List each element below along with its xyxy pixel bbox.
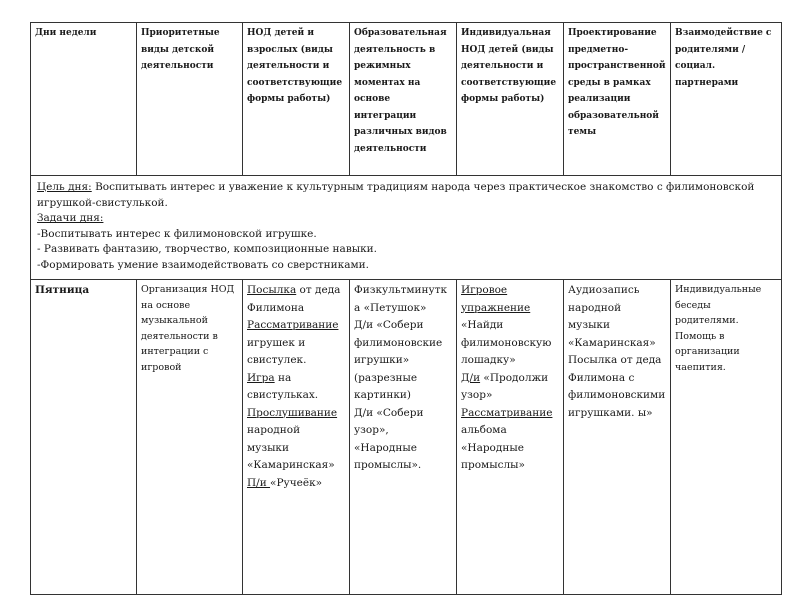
individual-activity-label: Рассматривание — [461, 406, 553, 419]
task-item: - Развивать фантазию, творчество, композиционные навыки. — [37, 243, 377, 255]
individual-activity-label: Игровое упражнение — [461, 284, 531, 314]
nod-activity-label: Игра — [247, 371, 275, 384]
task-item: -Воспитывать интерес к филимоновской игрушке. — [37, 227, 317, 240]
goal-text: Воспитывать интерес и уважение к культурным традициям народа через практическое знакомство с филимоновской игрушкой-свистулькой. — [37, 181, 755, 209]
individual-activity-text: «Продолжи узор» — [461, 371, 549, 401]
header-regime: Образовательная деятельность в режимных моментах на основе интеграции различных видов деятельности — [350, 23, 457, 176]
individual-cell — [457, 280, 564, 595]
nod-activity-text: на свистульках. — [247, 371, 319, 401]
nod-activity-label: П/и — [247, 476, 271, 489]
nod-activity-text: народной музыки «Камаринская» — [247, 424, 335, 471]
parents-cell: Индивидуальные беседы родителями. Помощь в организации чаепития. — [671, 280, 782, 595]
weekly-plan-table — [30, 22, 782, 595]
nod-activity-label: Прослушивание — [247, 406, 338, 419]
nod-activity-text: «Ручеёк» — [270, 476, 323, 489]
nod-activity-label: Посылка — [247, 284, 297, 296]
individual-activity-text: альбома «Народные промыслы» — [461, 424, 525, 471]
header-row — [31, 23, 782, 176]
day-row — [31, 280, 782, 595]
goal-label: Цель дня: — [37, 181, 92, 193]
individual-activity-label: Д/и — [461, 371, 481, 384]
header-nod: НОД детей и взрослых (виды деятельности и соответствующие формы работы) — [243, 23, 350, 176]
environment-cell: Аудиозапись народной музыки «Камаринская» Посылка от деда Филимона с филимоновскими игрушками. ы» — [564, 280, 671, 595]
regime-item: Д/и «Собери филимоновские игрушки» (разрезные картинки) — [354, 319, 443, 401]
nod-activity-text: игрушек и свистулек. — [247, 336, 307, 366]
priority-cell: Организация НОД на основе музыкальной деятельности в интеграции с игровой — [137, 280, 243, 595]
regime-item: Д/и «Собери узор», «Народные промыслы». — [354, 406, 424, 471]
nod-activity-text: от деда Филимона — [247, 284, 341, 314]
header-priority: Приоритетные виды детской деятельности — [137, 23, 243, 176]
goal-cell — [31, 176, 782, 280]
header-days: Дни недели — [31, 23, 137, 176]
header-environment: Проектирование предметно-пространственной среды в рамках реализации образовательной темы — [564, 23, 671, 176]
header-parents: Взаимодействие с родителями / социал. партнерами — [671, 23, 782, 176]
nod-activity-label: Рассматривание — [247, 319, 339, 331]
nod-cell — [243, 280, 350, 595]
task-item: -Формировать умение взаимодействовать со сверстниками. — [37, 258, 369, 271]
individual-activity-text: «Найди филимоновскую лошадку» — [461, 319, 552, 366]
regime-cell — [350, 280, 457, 595]
goal-row — [31, 176, 782, 280]
header-individual: Индивидуальная НОД детей (виды деятельности и соответствующие формы работы) — [457, 23, 564, 176]
day-cell: Пятница — [31, 280, 137, 595]
tasks-label: Задачи дня: — [37, 212, 104, 224]
regime-item: Физкультминутка «Петушок» — [354, 284, 448, 314]
